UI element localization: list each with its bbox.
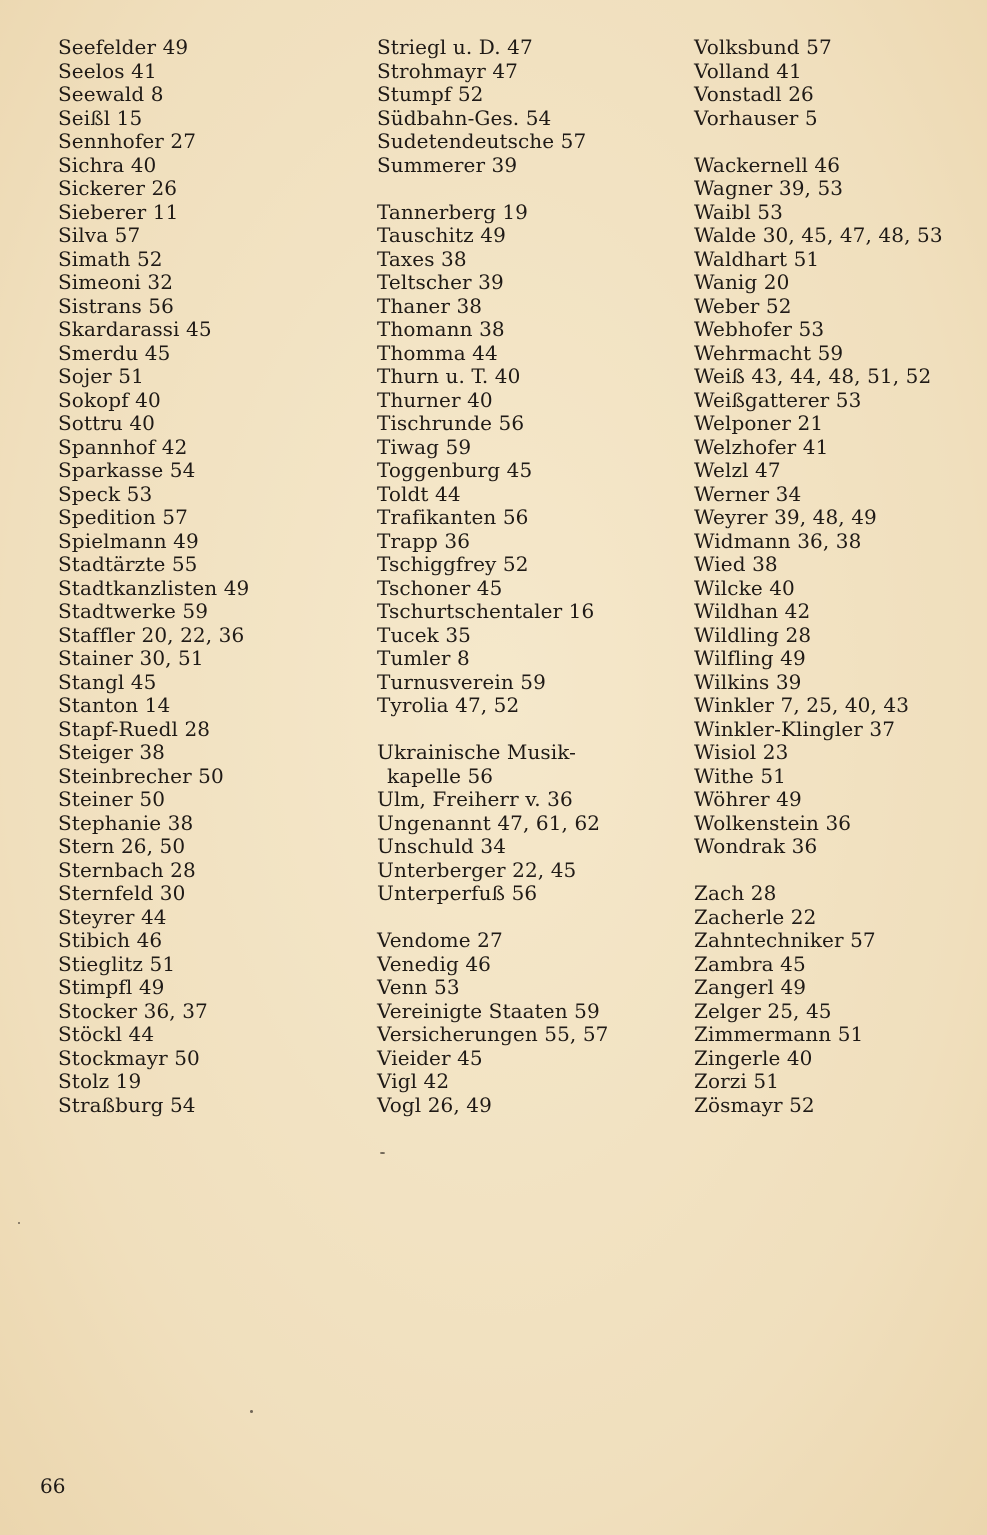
index-entry: Unterperfuß 56 xyxy=(377,881,538,905)
index-entry: Ungenannt 47, 61, 62 xyxy=(377,810,601,835)
index-entry: Zimmermann 51 xyxy=(694,1022,864,1046)
index-entry: Sickerer 26 xyxy=(58,176,178,200)
index-entry: Vorhauser 5 xyxy=(694,105,818,130)
index-entry: Steiner 50 xyxy=(58,787,166,811)
index-entry: Steyrer 44 xyxy=(58,904,167,929)
index-entry: Vendome 27 xyxy=(377,928,503,952)
index-entry: Tucek 35 xyxy=(377,622,471,647)
index-entry: Seefelder 49 xyxy=(58,35,189,59)
index-entry: Sennhofer 27 xyxy=(58,129,197,153)
index-entry: Steiger 38 xyxy=(58,740,165,764)
index-entry: Toldt 44 xyxy=(377,481,461,506)
index-entry: Welzhofer 41 xyxy=(694,434,829,459)
index-entry: Sparkasse 54 xyxy=(58,458,196,482)
index-entry: Seewald 8 xyxy=(58,82,164,106)
index-entry: Stephanie 38 xyxy=(58,810,194,835)
index-entry: Ulm, Freiherr v. 36 xyxy=(377,787,573,811)
index-entry: Wilfling 49 xyxy=(694,646,806,670)
index-entry: Venn 53 xyxy=(377,975,460,999)
index-column-3 xyxy=(694,36,984,1117)
index-entry: Wolkenstein 36 xyxy=(694,810,852,835)
index-entry: Stimpfl 49 xyxy=(58,975,165,999)
index-entry: Striegl u. D. 47 xyxy=(377,35,533,59)
print-speck xyxy=(380,1152,385,1154)
index-entry: Trafikanten 56 xyxy=(377,505,529,529)
index-entry: Zach 28 xyxy=(694,881,777,905)
index-entry: Volland 41 xyxy=(694,58,802,83)
index-entry: Wondrak 36 xyxy=(694,834,818,858)
index-entry: kapelle 56 xyxy=(387,763,494,788)
index-entry: Simath 52 xyxy=(58,246,163,271)
index-entry: Unschuld 34 xyxy=(377,834,507,858)
index-entry: Stocker 36, 37 xyxy=(58,998,208,1023)
index-entry: Sojer 51 xyxy=(58,364,144,388)
index-entry: Spielmann 49 xyxy=(58,528,199,553)
index-entry: Simeoni 32 xyxy=(58,270,174,294)
index-entry: Zingerle 40 xyxy=(694,1045,813,1070)
index-entry: Spedition 57 xyxy=(58,505,188,529)
index-entry: Weyrer 39, 48, 49 xyxy=(694,505,877,529)
index-entry: Sternfeld 30 xyxy=(58,881,186,905)
index-entry: Smerdu 45 xyxy=(58,340,171,365)
section-gap xyxy=(377,718,677,742)
index-entry: Widmann 36, 38 xyxy=(694,528,862,553)
index-entry: Seißl 15 xyxy=(58,105,143,130)
index-entry: Vieider 45 xyxy=(377,1045,483,1070)
index-entry: Sichra 40 xyxy=(58,152,157,177)
index-entry: Thomma 44 xyxy=(377,340,498,365)
index-entry: Welzl 47 xyxy=(694,458,781,482)
index-entry: Wisiol 23 xyxy=(694,740,789,764)
index-entry: Welponer 21 xyxy=(694,411,824,435)
index-entry: Weißgatterer 53 xyxy=(694,387,862,412)
index-entry: Stumpf 52 xyxy=(377,82,484,106)
index-entry: Zangerl 49 xyxy=(694,975,807,999)
index-entry: Wagner 39, 53 xyxy=(694,176,844,200)
index-entry: Seelos 41 xyxy=(58,58,157,83)
index-entry: Stangl 45 xyxy=(58,669,157,694)
index-entry: Thurn u. T. 40 xyxy=(377,364,521,388)
index-entry: Thomann 38 xyxy=(377,317,505,341)
index-entry: Sieberer 11 xyxy=(58,199,179,224)
index-entry: Versicherungen 55, 57 xyxy=(377,1022,609,1046)
index-entry: Webhofer 53 xyxy=(694,317,825,341)
index-entry: Stapf-Ruedl 28 xyxy=(58,716,211,741)
index-entry: Steinbrecher 50 xyxy=(58,763,224,788)
index-entry: Stadtwerke 59 xyxy=(58,599,209,623)
index-entry: Stern 26, 50 xyxy=(58,834,186,858)
index-entry: Volksbund 57 xyxy=(694,35,832,59)
index-entry: Straßburg 54 xyxy=(58,1092,196,1117)
index-entry: Zambra 45 xyxy=(694,951,806,976)
index-entry: Thaner 38 xyxy=(377,293,483,318)
print-speck xyxy=(250,1410,253,1413)
index-entry: Sudetendeutsche 57 xyxy=(377,129,587,153)
index-entry: Stadtkanzlisten 49 xyxy=(58,575,250,600)
index-entry: Trapp 36 xyxy=(377,528,471,553)
index-entry: Tischrunde 56 xyxy=(377,411,525,435)
index-entry: Wilcke 40 xyxy=(694,575,795,600)
index-entry: Unterberger 22, 45 xyxy=(377,857,577,882)
index-entry: Withe 51 xyxy=(694,763,786,788)
index-entry: Tschoner 45 xyxy=(377,575,503,600)
index-entry: Skardarassi 45 xyxy=(58,317,212,341)
index-entry: Sokopf 40 xyxy=(58,387,161,412)
index-entry: Waibl 53 xyxy=(694,199,783,224)
index-entry: Südbahn-Ges. 54 xyxy=(377,105,552,130)
index-entry: Sternbach 28 xyxy=(58,857,196,882)
index-entry: Wehrmacht 59 xyxy=(694,340,844,365)
index-entry: Vogl 26, 49 xyxy=(377,1092,492,1117)
index-entry: Stibich 46 xyxy=(58,928,163,952)
page-number: 66 xyxy=(40,1474,66,1498)
index-entry: Zelger 25, 45 xyxy=(694,998,832,1023)
index-entry: Speck 53 xyxy=(58,481,153,506)
index-entry: Thurner 40 xyxy=(377,387,493,412)
index-entry: Waldhart 51 xyxy=(694,246,820,271)
index-entry: Tannerberg 19 xyxy=(377,199,528,224)
index-entry: Strohmayr 47 xyxy=(377,58,518,83)
index-entry: Stanton 14 xyxy=(58,693,171,717)
section-gap xyxy=(694,130,984,154)
section-gap xyxy=(377,906,677,930)
index-entry: Spannhof 42 xyxy=(58,434,188,459)
index-entry: Wöhrer 49 xyxy=(694,787,802,811)
index-entry: Walde 30, 45, 47, 48, 53 xyxy=(694,223,943,247)
index-entry: Silva 57 xyxy=(58,223,141,247)
index-entry: Wied 38 xyxy=(694,552,778,576)
index-entry: Staffler 20, 22, 36 xyxy=(58,622,245,647)
index-entry: Tyrolia 47, 52 xyxy=(377,693,520,717)
index-entry: Stadtärzte 55 xyxy=(58,552,198,576)
index-entry: Zahntechniker 57 xyxy=(694,928,876,952)
index-entry: Weiß 43, 44, 48, 51, 52 xyxy=(694,364,932,388)
index-column-2 xyxy=(377,36,677,1117)
index-entry: Taxes 38 xyxy=(377,246,467,271)
index-entry: Wildling 28 xyxy=(694,622,812,647)
index-entry: Zacherle 22 xyxy=(694,904,817,929)
index-entry: Turnusverein 59 xyxy=(377,669,546,694)
index-entry: Vereinigte Staaten 59 xyxy=(377,998,600,1023)
index-entry: Sistrans 56 xyxy=(58,293,174,318)
index-entry: Stolz 19 xyxy=(58,1069,142,1093)
index-entry: Werner 34 xyxy=(694,481,802,506)
index-entry: Zösmayr 52 xyxy=(694,1092,815,1117)
section-gap xyxy=(694,859,984,883)
index-entry: Vigl 42 xyxy=(377,1069,450,1093)
print-speck xyxy=(18,1222,20,1224)
index-entry: Stockmayr 50 xyxy=(58,1045,200,1070)
index-entry: Vonstadl 26 xyxy=(694,82,814,106)
index-entry: Wilkins 39 xyxy=(694,669,802,694)
index-entry: Teltscher 39 xyxy=(377,270,504,294)
index-entry: Stöckl 44 xyxy=(58,1022,155,1046)
index-entry: Winkler-Klingler 37 xyxy=(694,716,896,741)
index-entry: Zorzi 51 xyxy=(694,1069,780,1093)
index-entry: Summerer 39 xyxy=(377,152,518,177)
index-entry: Wackernell 46 xyxy=(694,152,841,177)
index-entry: Stainer 30, 51 xyxy=(58,646,204,670)
index-column-1 xyxy=(58,36,358,1117)
index-entry: Tschiggfrey 52 xyxy=(377,552,529,576)
index-entry: Ukrainische Musik- xyxy=(377,740,577,764)
index-entry: Venedig 46 xyxy=(377,951,491,976)
index-entry: Weber 52 xyxy=(694,293,792,318)
index-entry: Tschurtschentaler 16 xyxy=(377,599,595,623)
index-entry: Wanig 20 xyxy=(694,270,790,294)
index-entry: Tauschitz 49 xyxy=(377,223,506,247)
index-entry: Stieglitz 51 xyxy=(58,951,176,976)
section-gap xyxy=(377,177,677,201)
index-entry: Tiwag 59 xyxy=(377,434,472,459)
index-entry: Winkler 7, 25, 40, 43 xyxy=(694,693,910,717)
index-entry: Sottru 40 xyxy=(58,411,155,435)
index-entry: Wildhan 42 xyxy=(694,599,811,623)
index-entry: Toggenburg 45 xyxy=(377,458,533,482)
index-entry: Tumler 8 xyxy=(377,646,470,670)
